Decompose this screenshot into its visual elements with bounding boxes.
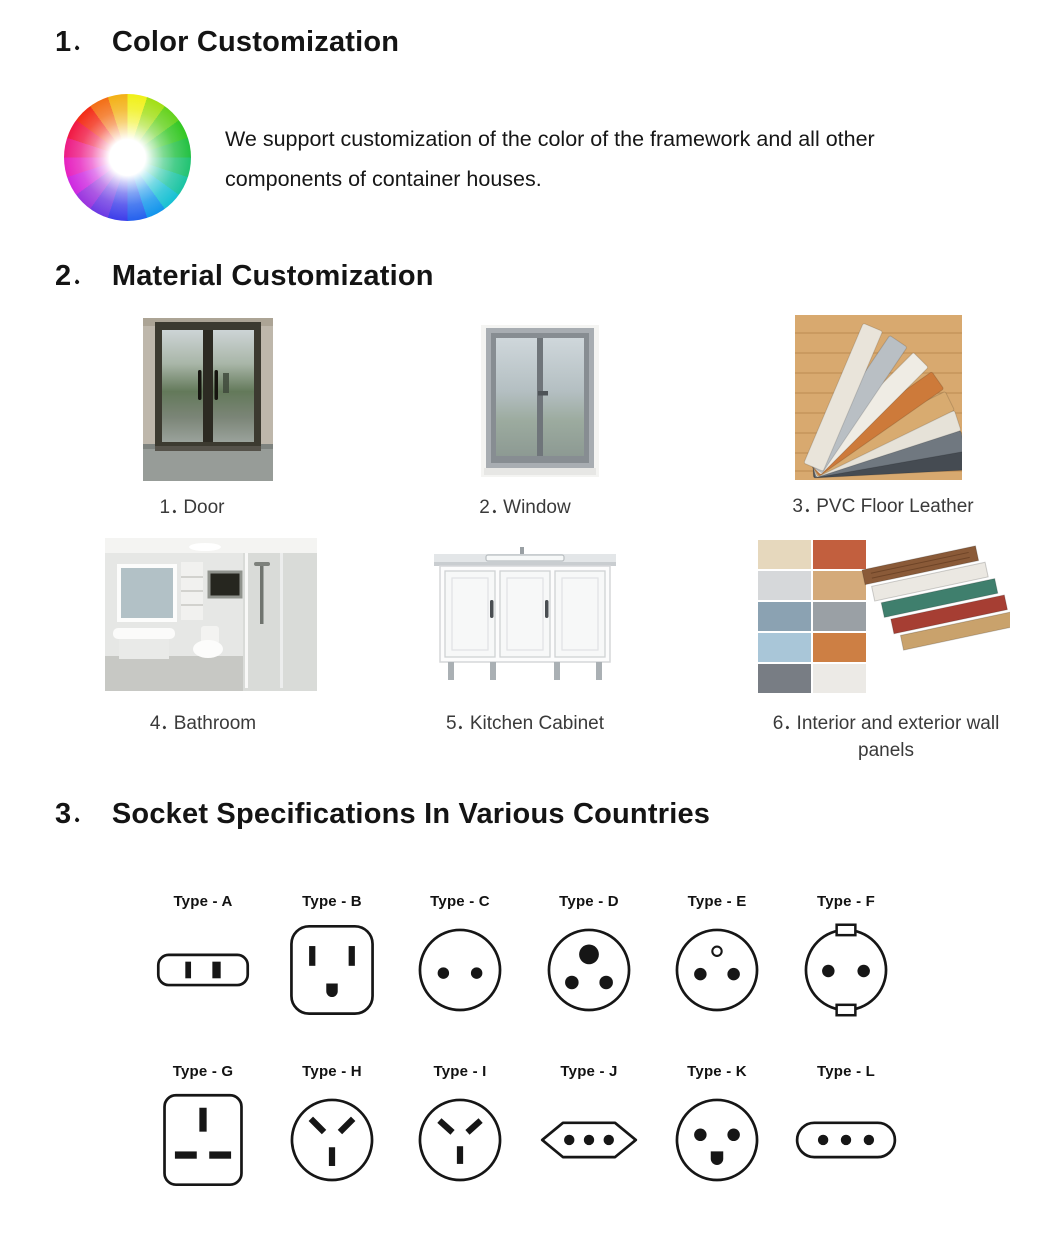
socket-type-j-icon: [537, 1091, 641, 1190]
socket-type-c-icon: [408, 921, 512, 1020]
socket-type-h-icon: [280, 1091, 384, 1190]
section-3-title: Socket Specifications In Various Countries: [111, 798, 711, 830]
socket-type-b: [272, 893, 392, 1020]
socket-type-f-label: Type - F: [817, 893, 875, 910]
socket-type-h: [272, 1063, 392, 1190]
socket-type-j: [529, 1063, 649, 1190]
socket-type-l-label: Type - L: [817, 1063, 875, 1080]
socket-type-e: [657, 893, 777, 1020]
material-label-kitchen-cabinet: 5 Kitchen Cabinet: [445, 713, 604, 734]
socket-type-c: [400, 893, 520, 1020]
socket-type-d-label: Type - D: [559, 893, 619, 910]
socket-type-d-icon: [537, 921, 641, 1020]
material-label-pvc-floor: 3 PVC Floor Leather: [792, 496, 974, 517]
section-1-heading: [55, 26, 399, 59]
material-label-bathroom: 4 Bathroom: [149, 713, 257, 734]
kitchen-cabinet-photo: [428, 538, 622, 690]
socket-type-k: [657, 1063, 777, 1190]
socket-type-h-label: Type - H: [302, 1063, 362, 1080]
pvc-floor-photo: [795, 315, 962, 480]
socket-type-g-icon: [151, 1091, 255, 1190]
socket-type-g-label: Type - G: [172, 1063, 234, 1080]
door-photo: [143, 318, 273, 481]
socket-type-b-label: Type - B: [302, 893, 362, 910]
material-label-door: 1 Door: [159, 497, 225, 518]
socket-type-i: [400, 1063, 520, 1190]
socket-type-i-label: Type - I: [433, 1063, 487, 1080]
socket-type-l: [786, 1063, 906, 1190]
section-3-heading: [55, 798, 710, 831]
socket-type-k-icon: [665, 1091, 769, 1190]
socket-type-a: [143, 893, 263, 1020]
socket-type-k-label: Type - K: [687, 1063, 747, 1080]
color-customization-description: We support customization of the color of the framework and all other components of container houses.: [225, 127, 875, 191]
socket-type-g: [143, 1063, 263, 1190]
color-wheel-icon: [64, 94, 191, 221]
socket-type-f: [786, 893, 906, 1020]
socket-type-i-icon: [408, 1091, 512, 1190]
material-label-window: 2 Window: [479, 497, 571, 518]
section-2-heading: [55, 260, 434, 293]
socket-type-a-label: Type - A: [173, 893, 233, 910]
material-label-wall-panels: 6 Interior and exterior wall panels: [772, 713, 1000, 761]
socket-type-a-icon: [151, 921, 255, 1020]
socket-type-l-icon: [794, 1091, 898, 1190]
socket-type-j-label: Type - J: [560, 1063, 618, 1080]
section-1-title: Color Customization: [111, 26, 400, 58]
bathroom-photo: [105, 538, 317, 691]
section-3-number: 3: [55, 798, 92, 831]
section-2-title: Material Customization: [111, 260, 434, 292]
section-2-number: 2: [55, 260, 92, 293]
wall-panels-photo: [758, 540, 1010, 700]
socket-type-e-icon: [665, 921, 769, 1020]
socket-type-c-label: Type - C: [430, 893, 490, 910]
socket-type-f-icon: [794, 921, 898, 1020]
socket-type-e-label: Type - E: [687, 893, 747, 910]
window-photo: [481, 325, 599, 477]
socket-type-b-icon: [280, 921, 384, 1020]
socket-type-d: [529, 893, 649, 1020]
section-1-number: 1: [55, 26, 92, 59]
